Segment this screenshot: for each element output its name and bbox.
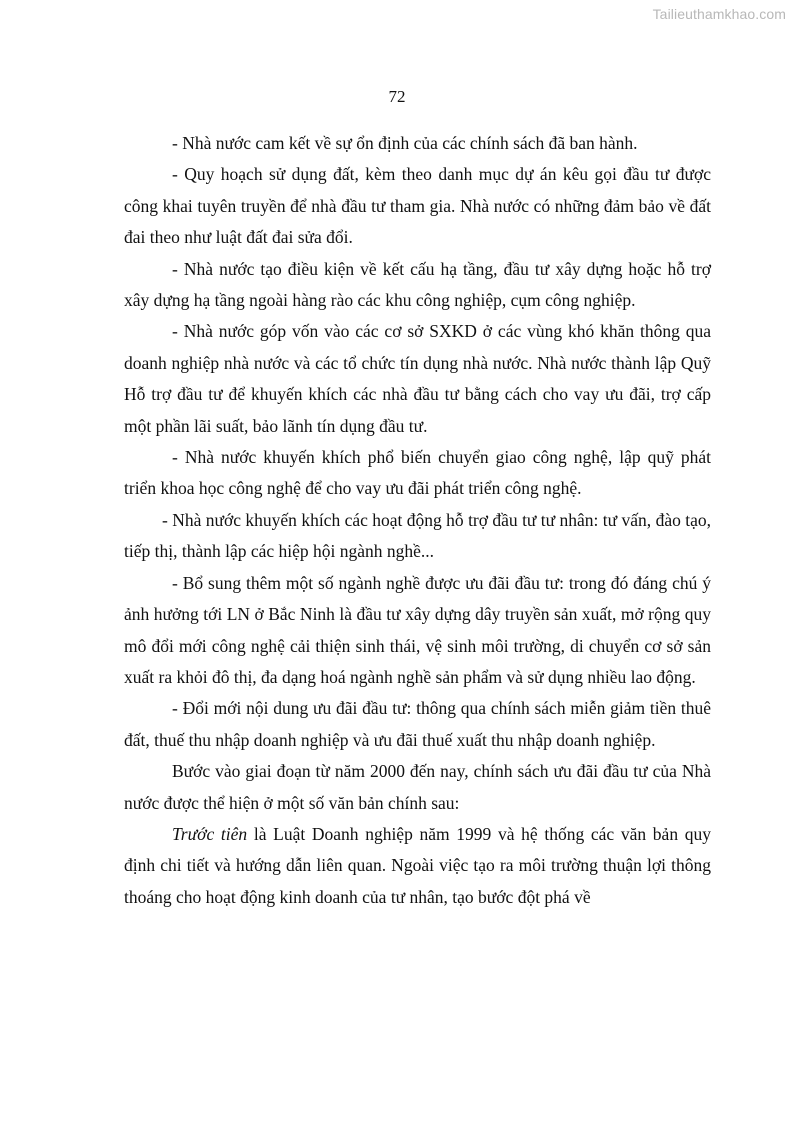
paragraph-incentive-renewal: - Đổi mới nội dung ưu đãi đầu tư: thông qua chính sách miễn giảm tiền thuê đất, thuế thu nhập doanh nghiệp và ưu đãi thuế xuất thu nhập doanh nghiệp. xyxy=(124,698,711,750)
paragraph-infrastructure: - Nhà nước tạo điều kiện về kết cấu hạ tầng, đầu tư xây dựng hoặc hỗ trợ xây dựng hạ tầng ngoài hàng rào các khu công nghiệp, cụm công nghiệp. xyxy=(124,258,711,311)
paragraph-enterprise-law xyxy=(124,819,711,913)
paragraph-private-support: - Nhà nước khuyến khích các hoạt động hỗ trợ đầu tư tư nhân: tư vấn, đào tạo, tiếp thị, thành lập các hiệp hội ngành nghề... xyxy=(124,509,711,562)
italic-lead: Trước tiên xyxy=(172,823,248,844)
body-text xyxy=(124,128,711,913)
paragraph-since-2000: Bước vào giai đoạn từ năm 2000 đến nay, chính sách ưu đãi đầu tư của Nhà nước được thể hiện ở một số văn bản chính sau: xyxy=(124,761,711,813)
paragraph-capital-contribution: - Nhà nước góp vốn vào các cơ sở SXKD ở các vùng khó khăn thông qua doanh nghiệp nhà nước và các tổ chức tín dụng nhà nước. Nhà nước thành lập Quỹ Hỗ trợ đầu tư để khuyến khích các nhà đầu tư bằng cách cho vay ưu đãi, trợ cấp một phần lãi suất, bảo lãnh tín dụng đầu tư. xyxy=(124,321,711,436)
paragraph-rest: là Luật Doanh nghiệp năm 1999 và hệ thống các văn bản quy định chi tiết và hướng dẫn liên quan. Ngoài việc tạo ra môi trường thuận lợi thông thoáng cho hoạt động kinh doanh của tư nhân, tạo bước đột phá về xyxy=(124,823,711,907)
watermark: Tailieuthamkhao.com xyxy=(652,6,786,22)
paragraph-additional-sectors: - Bổ sung thêm một số ngành nghề được ưu đãi đầu tư: trong đó đáng chú ý ảnh hưởng tới LN ở Bắc Ninh là đầu tư xây dựng dây truyền sản xuất, mở rộng quy mô đổi mới công nghệ cải thiện sinh thái, vệ sinh môi trường, di chuyển cơ sở sản xuất ra khỏi đô thị, đa dạng hoá ngành nghề sản phẩm và sử dụng nhiều lao động. xyxy=(124,572,711,687)
paragraph-land-planning: - Quy hoạch sử dụng đất, kèm theo danh mục dự án kêu gọi đầu tư được công khai tuyên truyền để nhà đầu tư tham gia. Nhà nước có những đảm bảo về đất đai theo như luật đất đai sửa đổi. xyxy=(124,164,711,248)
page-number: 72 xyxy=(388,87,406,106)
paragraph-technology-transfer: - Nhà nước khuyến khích phổ biến chuyển giao công nghệ, lập quỹ phát triển khoa học công nghệ để cho vay ưu đãi phát triển công nghệ. xyxy=(124,447,711,499)
paragraph-stability-commitment: - Nhà nước cam kết về sự ổn định của các chính sách đã ban hành. xyxy=(172,133,638,153)
